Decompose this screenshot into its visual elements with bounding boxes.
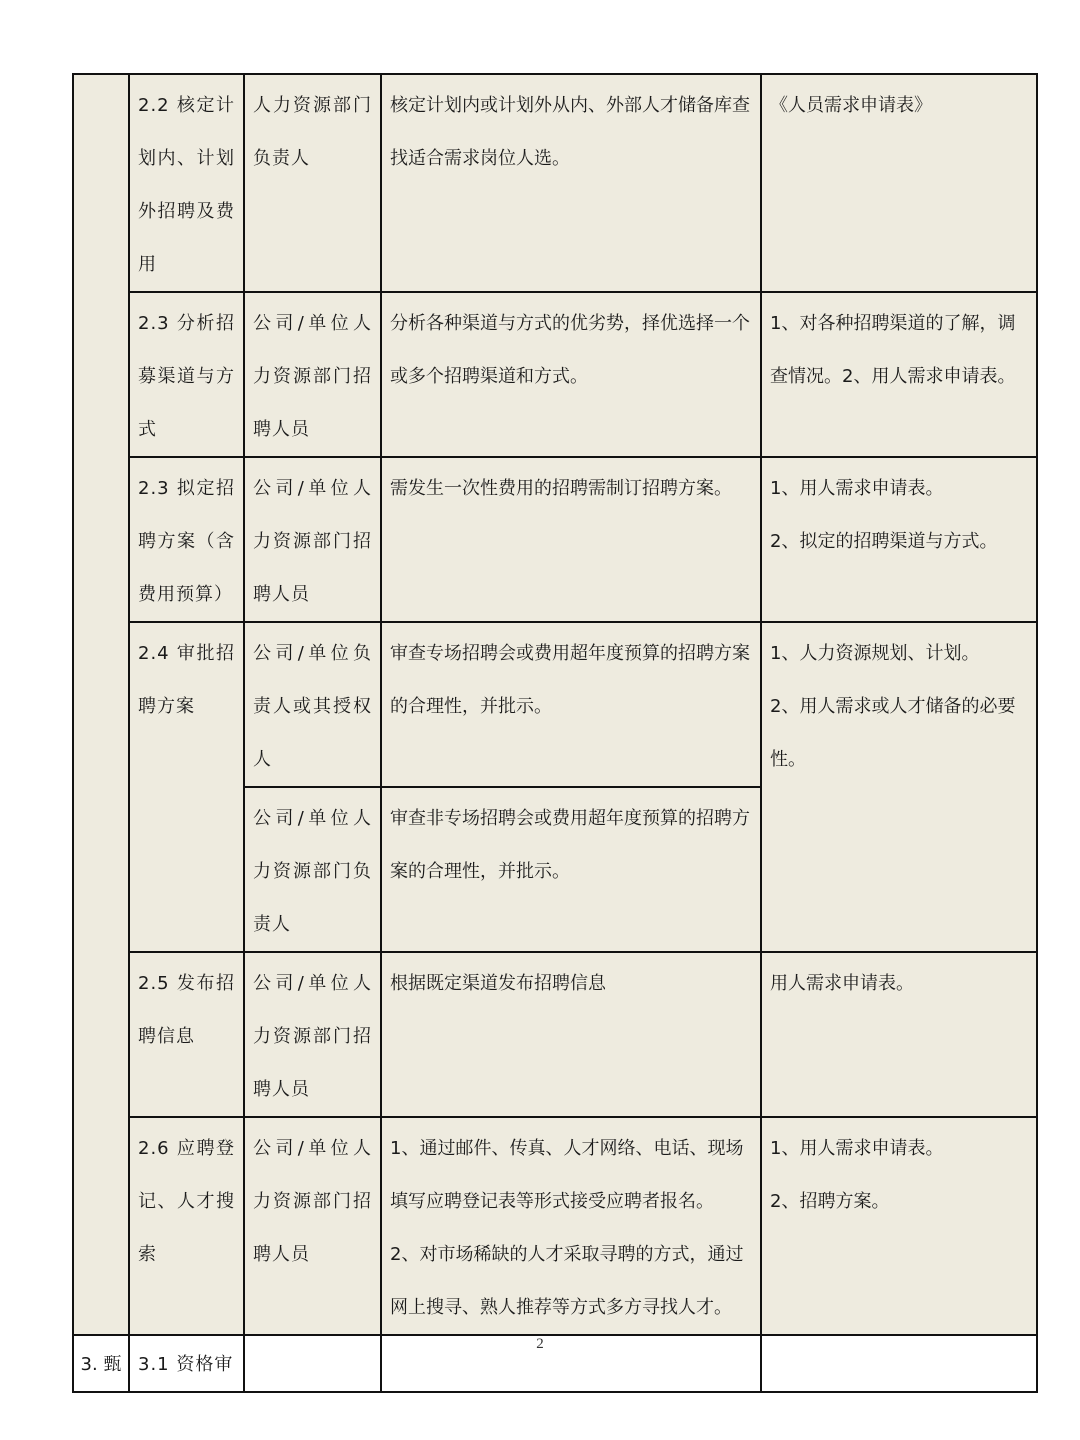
docs-line: 1、用人需求申请表。	[770, 1138, 944, 1159]
docs-line: 1、用人需求申请表。	[770, 478, 944, 499]
content-cell: 核定计划内或计划外从内、外部人才储备库查找适合需求岗位人选。	[381, 74, 761, 292]
docs-line: 2、拟定的招聘渠道与方式。	[770, 531, 998, 552]
owner-cell: 公司/单位人力资源部门招聘人员	[244, 952, 381, 1117]
page-number: 2	[536, 1336, 544, 1352]
table-row	[73, 457, 1037, 622]
content-cell: 审查非专场招聘会或费用超年度预算的招聘方案的合理性，并批示。	[381, 787, 761, 952]
table-row	[73, 1117, 1037, 1335]
docs-line: 1、人力资源规划、计划。	[770, 643, 980, 664]
docs-cell	[761, 622, 1037, 952]
docs-cell: 用人需求申请表。	[761, 952, 1037, 1117]
content-cell: 审查专场招聘会或费用超年度预算的招聘方案的合理性，并批示。	[381, 622, 761, 787]
section-2-cell	[73, 74, 129, 1335]
docs-cell: 1、对各种招聘渠道的了解，调查情况。2、用人需求申请表。	[761, 292, 1037, 457]
step-cell: 2.6 应聘登记、人才搜索	[129, 1117, 244, 1335]
owner-cell: 公司/单位人力资源部门招聘人员	[244, 457, 381, 622]
table-row	[73, 622, 1037, 787]
content-line: 1、通过邮件、传真、人才网络、电话、现场填写应聘登记表等形式接受应聘者报名。	[390, 1138, 744, 1212]
step-cell: 2.5 发布招聘信息	[129, 952, 244, 1117]
owner-cell: 公司/单位人力资源部门招聘人员	[244, 1117, 381, 1335]
owner-cell: 公司/单位人力资源部门招聘人员	[244, 292, 381, 457]
content-cell	[381, 1117, 761, 1335]
content-line: 2、对市场稀缺的人才采取寻聘的方式，通过网上搜寻、熟人推荐等方式多方寻找人才。	[390, 1244, 744, 1318]
docs-line: 2、用人需求或人才储备的必要性。	[770, 696, 1016, 770]
docs-cell	[761, 1117, 1037, 1335]
step-cell: 2.2 核定计划内、计划外招聘及费用	[129, 74, 244, 292]
step-cell: 2.4 审批招聘方案	[129, 622, 244, 952]
step-cell: 3.1 资格审	[129, 1335, 244, 1392]
step-cell: 2.3 分析招募渠道与方式	[129, 292, 244, 457]
docs-cell: 《人员需求申请表》	[761, 74, 1037, 292]
owner-cell: 人力资源部门负责人	[244, 74, 381, 292]
content-cell: 分析各种渠道与方式的优劣势，择优选择一个或多个招聘渠道和方式。	[381, 292, 761, 457]
section-3-cell: 3. 甄	[73, 1335, 129, 1392]
owner-cell: 公司/单位人力资源部门负责人	[244, 787, 381, 952]
process-table	[72, 73, 1038, 1393]
step-cell: 2.3 拟定招聘方案（含费用预算）	[129, 457, 244, 622]
content-cell: 需发生一次性费用的招聘需制订招聘方案。	[381, 457, 761, 622]
docs-line: 2、招聘方案。	[770, 1191, 890, 1212]
table-row	[73, 952, 1037, 1117]
table-row	[73, 292, 1037, 457]
docs-cell	[761, 457, 1037, 622]
table-row	[73, 74, 1037, 292]
content-cell: 根据既定渠道发布招聘信息	[381, 952, 761, 1117]
owner-cell: 公司/单位负责人或其授权人	[244, 622, 381, 787]
